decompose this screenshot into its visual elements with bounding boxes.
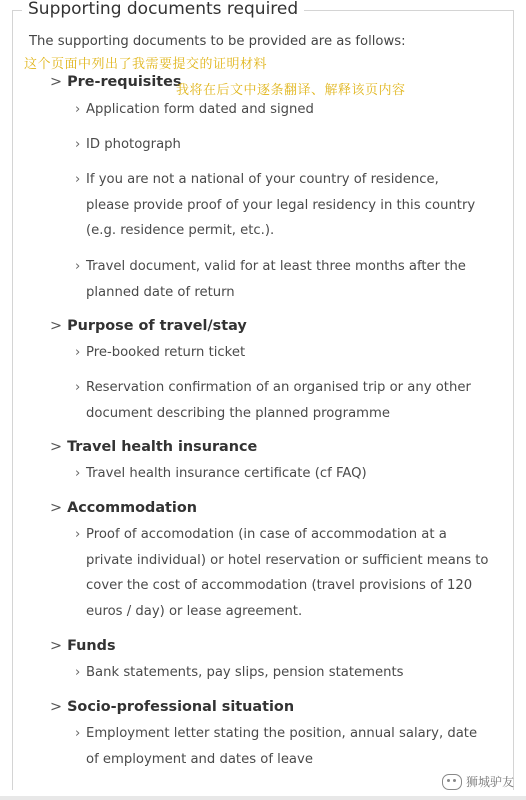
list-item: › Reservation confirmation of an organised trip or any other document describing the planned programme [75,375,475,426]
watermark [442,773,514,790]
section-prerequisites[interactable] [50,74,181,90]
section-insurance[interactable] [50,439,257,455]
list-item: › Travel health insurance certificate (cf FAQ) [75,461,505,487]
list-item: › Travel document, valid for at least three months after the planned date of return [75,254,505,305]
section-title: Accommodation [67,500,197,516]
chevron-right-icon: > [50,699,63,715]
chevron-right-icon: › [75,466,81,481]
chevron-right-icon: › [75,380,81,395]
list-item: › If you are not a national of your country of residence, please provide proof of your legal residency in this country (e.g. residence permit, etc.). [75,167,485,244]
section-purpose[interactable] [50,318,247,334]
chevron-right-icon: > [50,439,63,455]
fieldset-legend: Supporting documents required [22,0,304,20]
chevron-right-icon: › [75,137,81,152]
chevron-right-icon: › [75,726,81,741]
section-title: Travel health insurance [67,439,258,455]
list-item: › Proof of accomodation (in case of accommodation at a private individual) or hotel reservation or sufficient means to cover the cost of accommodation (travel provisions of 120 euros / day) or lease agreement. [75,522,490,624]
section-funds[interactable] [50,638,116,654]
chevron-right-icon: › [75,665,81,680]
chevron-right-icon: > [50,500,63,516]
section-title: Funds [67,638,116,654]
chevron-right-icon: › [75,345,81,360]
watermark-text: 狮城驴友 [465,775,514,789]
chevron-right-icon: > [50,638,63,654]
chevron-right-icon: › [75,102,81,117]
section-title: Purpose of travel/stay [67,318,247,334]
section-accommodation[interactable] [50,500,197,516]
list-item: › Pre-booked return ticket [75,340,505,366]
bottom-edge [0,796,526,800]
list-item: › Bank statements, pay slips, pension statements [75,660,505,686]
section-socio-professional[interactable] [50,699,294,715]
list-item: › Employment letter stating the position, annual salary, date of employment and dates of leave [75,721,485,772]
section-title: Socio-professional situation [67,699,295,715]
wechat-icon [442,774,462,790]
chevron-right-icon: › [75,172,81,187]
list-item: › Application form dated and signed [75,97,505,123]
intro-text: The supporting documents to be provided are as follows: [29,34,406,49]
annotation-line-1: 这个页面中列出了我需要提交的证明材料 [24,57,268,72]
chevron-right-icon: › [75,527,81,542]
chevron-right-icon: > [50,318,63,334]
section-title: Pre-requisites [67,74,182,90]
list-item: › ID photograph [75,132,505,158]
annotation-line-2: 我将在后文中逐条翻译、解释该页内容 [176,83,406,98]
chevron-right-icon: > [50,74,63,90]
chevron-right-icon: › [75,259,81,274]
